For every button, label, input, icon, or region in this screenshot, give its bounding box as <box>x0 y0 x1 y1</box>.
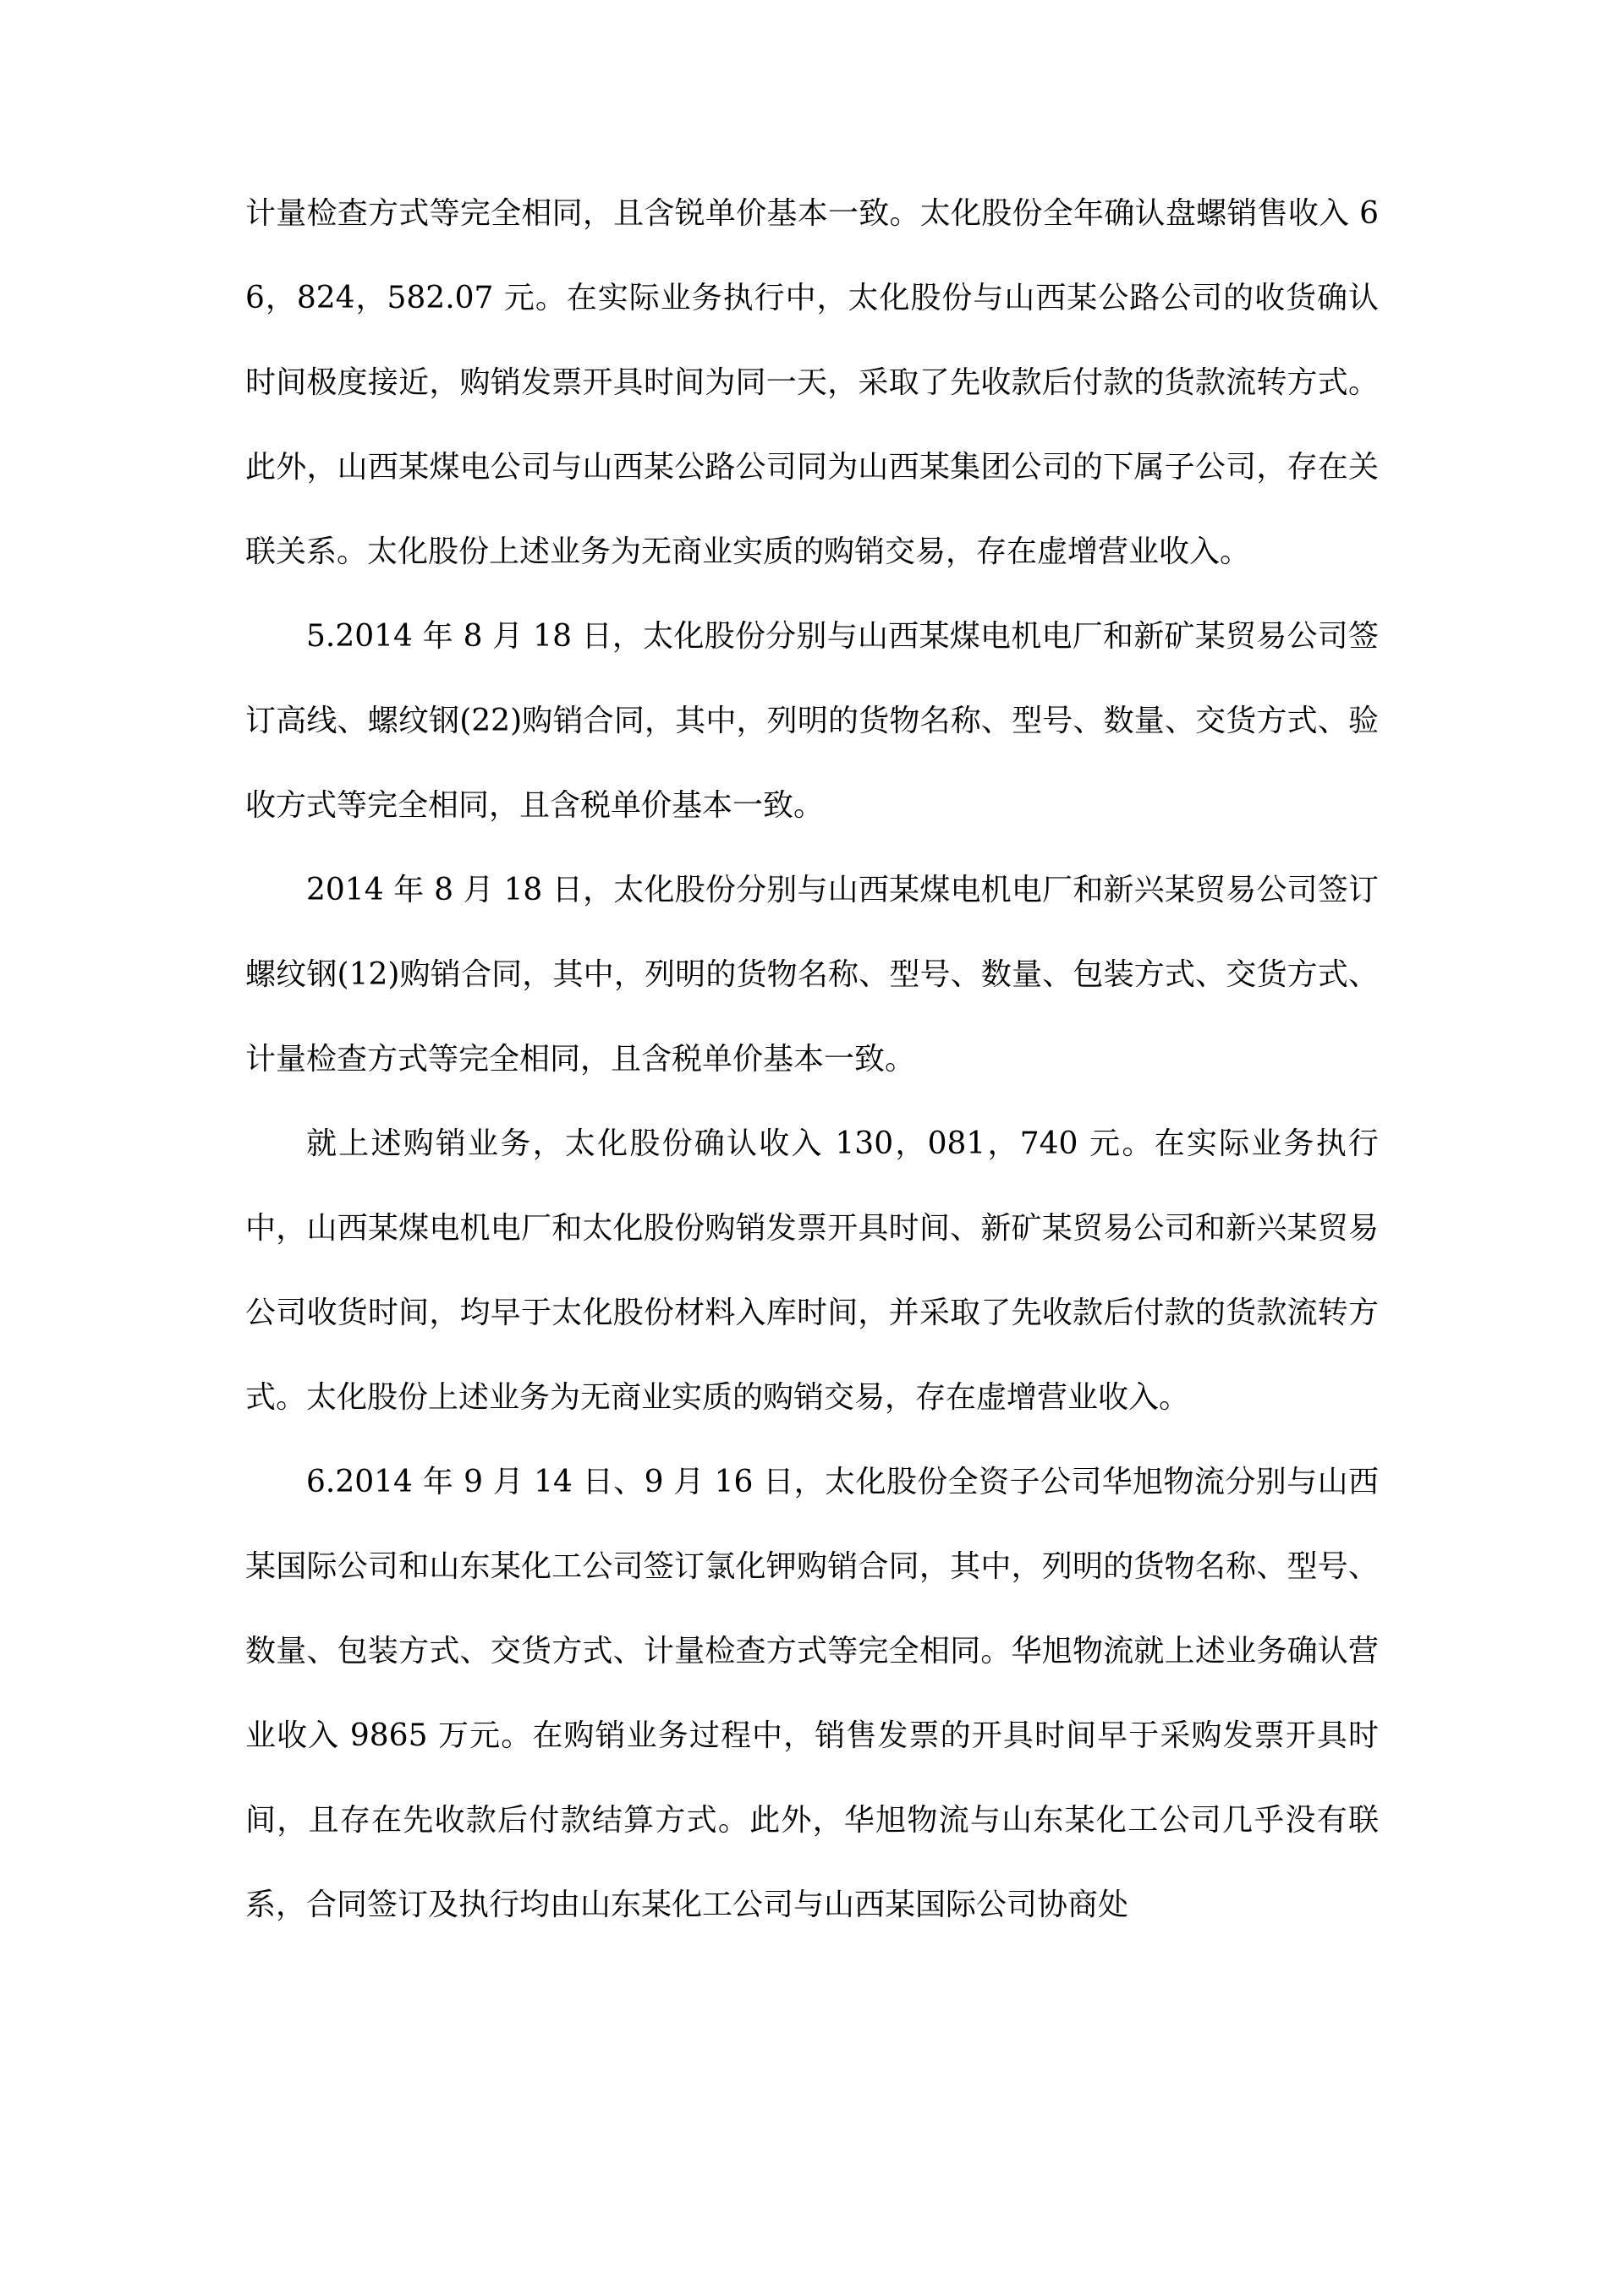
paragraph-item-5: 5.2014 年 8 月 18 日，太化股份分别与山西某煤电机电厂和新矿某贸易公司签订高线、螺纹钢(22)购销合同，其中，列明的货物名称、型号、数量、交货方式、验收方式等完全相同，且含税单价基本一致。 <box>245 619 1379 823</box>
paragraph-contract-2014-08-18: 2014 年 8 月 18 日，太化股份分别与山西某煤电机电厂和新兴某贸易公司签订螺纹钢(12)购销合同，其中，列明的货物名称、型号、数量、包装方式、交货方式、计量检查方式等完全相同，且含税单价基本一致。 <box>245 873 1379 1077</box>
paragraph-item-6: 6.2014 年 9 月 14 日、9 月 16 日，太化股份全资子公司华旭物流分别与山西某国际公司和山东某化工公司签订氯化钾购销合同，其中，列明的货物名称、型号、数量、包装方式、交货方式、计量检查方式等完全相同。华旭物流就上述业务确认营业收入 9865 万元。在购销业务过程中，销售发票的开具时间早于采购发票开具时间，且存在先收款后付款结算方式。此外，华旭物流与山东某化工公司几乎没有联系，合同签订及执行均由山东某化工公司与山西某国际公司协商处 <box>245 1465 1379 1922</box>
paragraph-revenue-summary: 就上述购销业务，太化股份确认收入 130，081，740 元。在实际业务执行中，山西某煤电机电厂和太化股份购销发票开具时间、新矿某贸易公司和新兴某贸易公司收货时间，均早于太化股份材料入库时间，并采取了先收款后付款的货款流转方式。太化股份上述业务为无商业实质的购销交易，存在虚增营业收入。 <box>245 1126 1379 1415</box>
paragraph-continuation: 计量检查方式等完全相同，且含锐单价基本一致。太化股份全年确认盘螺销售收入 66，824，582.07 元。在实际业务执行中，太化股份与山西某公路公司的收货确认时间极度接近，购销发票开具时间为同一天，采取了先收款后付款的货款流转方式。此外，山西某煤电公司与山西某公路公司同为山西某集团公司的下属子公司，存在关联关系。太化股份上述业务为无商业实质的购销交易，存在虚增营业收入。 <box>245 196 1379 569</box>
